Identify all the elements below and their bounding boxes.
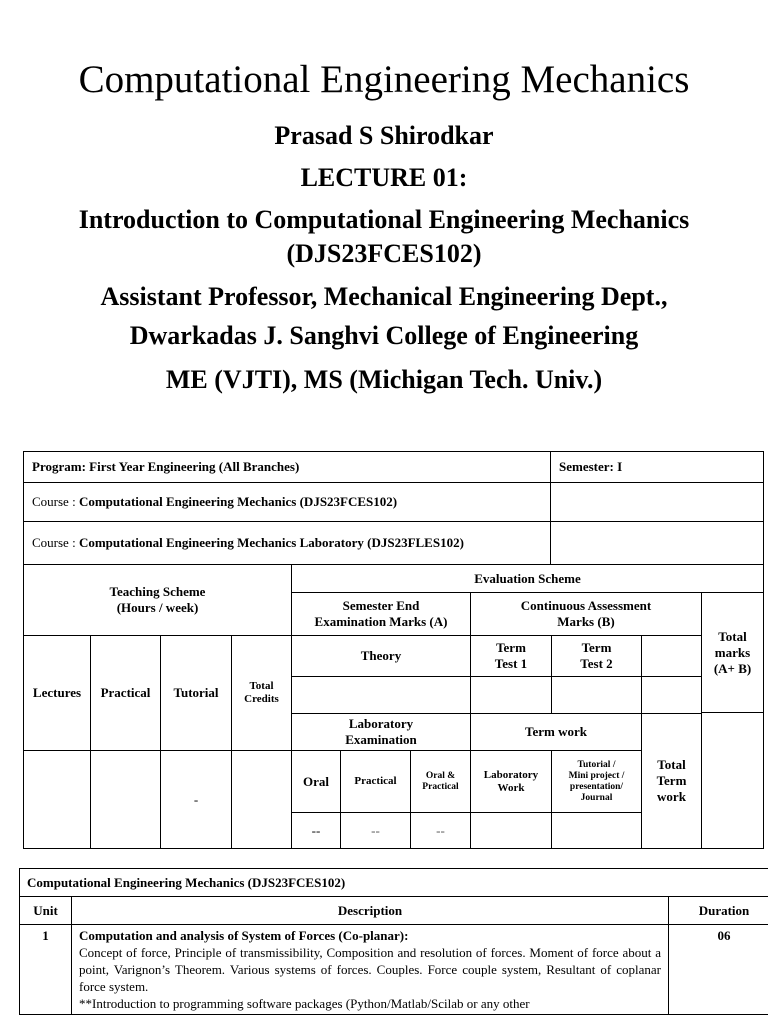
- semester-label: Semester: I: [559, 459, 623, 474]
- theory-label: Theory: [360, 648, 402, 663]
- ca-label-2: Marks (B): [557, 614, 615, 629]
- term-work-label: Term work: [525, 724, 587, 739]
- lab-course-name: Computational Engineering Mechanics Laboratory (DJS23FLES102): [78, 535, 464, 550]
- total-term-work-label-2: Term: [656, 773, 687, 788]
- syllabus-table: [19, 868, 768, 1015]
- course-empty-cell: [550, 482, 764, 522]
- term-test-1-header: [470, 635, 552, 677]
- oral-header: [291, 750, 341, 813]
- total-marks-label-2: marks: [714, 644, 751, 660]
- sem-end-label-1: Semester End: [342, 598, 420, 613]
- syllabus-header-row: [20, 897, 768, 925]
- duration-column-header: Duration: [669, 897, 768, 925]
- syllabus-heading-row: [20, 869, 768, 897]
- practical-label: Practical: [100, 685, 151, 700]
- term-test-1-label-b: Test 1: [494, 656, 528, 671]
- tutorial-journal-value: [551, 812, 642, 849]
- lab-course-label: Course :: [32, 535, 76, 550]
- teaching-scheme-header: [23, 564, 292, 636]
- total-marks-value: [701, 712, 764, 849]
- qualification: ME (VJTI), MS (Michigan Tech. Univ.): [165, 365, 603, 394]
- tut-label-2: Mini project /: [568, 770, 625, 781]
- designation: Assistant Professor, Mechanical Engineering Dept.,: [100, 282, 668, 311]
- practical-value: [90, 750, 161, 849]
- practical-header: [90, 635, 161, 751]
- tut-label-4: Journal: [580, 792, 613, 803]
- total-term-work-label-1: Total: [657, 757, 686, 772]
- lab-practical-header: [340, 750, 411, 813]
- unit-note: **Introduction to programming software packages (Python/Matlab/Scilab or any other: [79, 996, 530, 1011]
- presentation-title: Computational Engineering Mechanics: [78, 58, 690, 101]
- term-test-2-header: [551, 635, 642, 677]
- term-test-2-label-b: Test 2: [580, 656, 613, 671]
- lab-practical-label: Practical: [354, 775, 397, 787]
- total-marks-label-3: (A+ B): [713, 660, 752, 676]
- total-credits-label-1: Total: [249, 680, 274, 692]
- total-credits-value: [231, 750, 292, 849]
- oral-practical-header: [410, 750, 471, 813]
- unit-text: Concept of force, Principle of transmissibility, Composition and resolution of forces. Moment of force about a point, Varignon’s Theorem. Various systems of forces. Couples. Force couple system, Resultant of coplanar force system.: [79, 945, 661, 994]
- sem-end-label-2: Examination Marks (A): [314, 614, 448, 629]
- total-credits-header: [231, 635, 292, 751]
- tutorial-label: Tutorial: [173, 685, 219, 700]
- lab-exam-label-2: Examination: [345, 732, 417, 747]
- theory-value: [291, 676, 471, 714]
- description-column-header: Description: [72, 897, 669, 925]
- oral-practical-value-text: --: [436, 822, 445, 838]
- ca-empty-value: [641, 676, 702, 714]
- ca-label-1: Continuous Assessment: [520, 598, 652, 613]
- total-credits-label-2: Credits: [244, 693, 279, 705]
- college-name: Dwarkadas J. Sanghvi College of Engineering: [129, 321, 639, 350]
- lab-exam-label-1: Laboratory: [348, 716, 414, 731]
- lab-work-label-2: Work: [497, 781, 525, 794]
- lecture-topic: Introduction to Computational Engineering Mechanics: [78, 205, 690, 234]
- oral-value: [291, 812, 341, 849]
- unit-title: Computation and analysis of System of Forces (Co-planar):: [79, 928, 409, 943]
- ca-empty-header: [641, 635, 702, 677]
- term-test-2-value: [551, 676, 642, 714]
- teaching-scheme-label: Teaching Scheme: [109, 584, 206, 599]
- unit-duration: 06: [669, 925, 768, 1015]
- term-test-1-label-a: Term: [496, 640, 526, 655]
- author-name: Prasad S Shirodkar: [274, 121, 494, 150]
- lab-course-empty-cell: [550, 521, 764, 565]
- course-label: Course :: [32, 494, 76, 509]
- tut-label-3: presentation/: [569, 781, 624, 792]
- lab-work-value: [470, 812, 552, 849]
- total-term-work-header: [641, 713, 702, 849]
- semester-cell: [550, 451, 764, 483]
- oral-practical-label-1: Oral &: [425, 770, 456, 781]
- lab-practical-value: [340, 812, 411, 849]
- lecture-number: LECTURE 01:: [300, 163, 468, 192]
- lab-course-cell: [23, 521, 551, 565]
- total-marks-label-1: Total: [718, 628, 747, 644]
- lectures-value: [23, 750, 91, 849]
- continuous-assessment-header: [470, 592, 702, 636]
- term-test-1-value: [470, 676, 552, 714]
- lab-exam-header: [291, 713, 471, 751]
- lab-work-header: [470, 750, 552, 813]
- oral-practical-value: [410, 812, 471, 849]
- term-work-header: [470, 713, 642, 751]
- program-cell: [23, 451, 551, 483]
- evaluation-scheme-label: Evaluation Scheme: [474, 570, 581, 586]
- lab-practical-value-text: --: [371, 822, 380, 838]
- theory-header: [291, 635, 471, 677]
- unit-column-header: Unit: [20, 897, 72, 925]
- lectures-header: [23, 635, 91, 751]
- tutorial-value-text: -: [193, 792, 199, 807]
- lectures-label: Lectures: [32, 685, 82, 700]
- tutorial-value: [160, 750, 232, 849]
- sem-end-header: [291, 592, 471, 636]
- evaluation-scheme-header: [291, 564, 764, 593]
- unit-number: 1: [20, 925, 72, 1015]
- course-name: Computational Engineering Mechanics (DJS23FCES102): [78, 494, 398, 509]
- tutorial-journal-header: [551, 750, 642, 813]
- total-term-work-label-3: work: [657, 789, 686, 804]
- tutorial-header: [160, 635, 232, 751]
- table-row: [20, 925, 768, 1015]
- oral-value-text: --: [311, 822, 321, 838]
- total-marks-header: [701, 592, 764, 713]
- program-label: Program: First Year Engineering (All Branches): [32, 459, 300, 474]
- oral-label: Oral: [303, 773, 329, 789]
- hours-week-label: (Hours / week): [116, 600, 199, 615]
- tut-label-1: Tutorial /: [577, 759, 616, 770]
- lab-work-label-1: Laboratory: [483, 768, 539, 781]
- unit-description: [72, 925, 669, 1015]
- course-cell: [23, 482, 551, 522]
- course-code: (DJS23FCES102): [286, 239, 482, 268]
- term-test-2-label-a: Term: [581, 640, 612, 655]
- syllabus-heading: Computational Engineering Mechanics (DJS23FCES102): [20, 869, 768, 897]
- oral-practical-label-2: Practical: [422, 781, 459, 792]
